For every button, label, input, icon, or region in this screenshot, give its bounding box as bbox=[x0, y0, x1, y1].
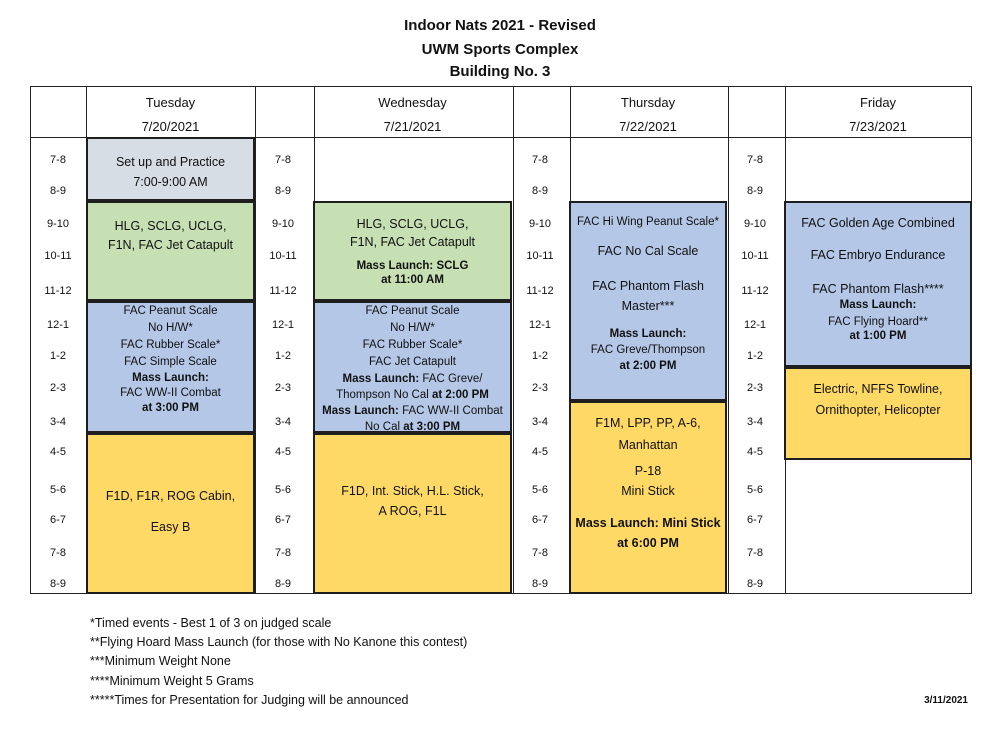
block-line: FAC Embryo Endurance bbox=[810, 248, 946, 262]
time-label: 6-7 bbox=[747, 514, 763, 526]
block-line: Easy B bbox=[150, 520, 191, 534]
time-label: 8-9 bbox=[50, 578, 66, 590]
time-label: 4-5 bbox=[50, 446, 66, 458]
block-line: F1D, Int. Stick, H.L. Stick, bbox=[341, 484, 484, 498]
tuesday-f1d-block bbox=[86, 433, 255, 594]
time-label: 12-1 bbox=[743, 319, 767, 331]
block-line: FAC Rubber Scale* bbox=[120, 339, 221, 351]
block-line: Mass Launch: bbox=[839, 299, 917, 311]
day-header-friday: Friday bbox=[859, 95, 897, 110]
block-line: No Cal bbox=[364, 421, 404, 433]
time-label: 3-4 bbox=[747, 416, 763, 428]
time-label: 9-10 bbox=[528, 218, 552, 230]
block-line: at 11:00 AM bbox=[381, 274, 444, 286]
block-line: at 2:00 PM bbox=[619, 360, 677, 372]
time-label: 9-10 bbox=[46, 218, 70, 230]
time-label: 8-9 bbox=[532, 578, 548, 590]
footnote-1: *Timed events - Best 1 of 3 on judged scale bbox=[90, 616, 332, 630]
day-date-wednesday: 7/21/2021 bbox=[383, 119, 442, 134]
time-label: 7-8 bbox=[747, 154, 763, 166]
block-line: Mini Stick bbox=[621, 484, 675, 498]
time-label: 5-6 bbox=[532, 484, 548, 496]
time-label: 4-5 bbox=[532, 446, 548, 458]
block-line: Mass Launch: bbox=[342, 373, 423, 385]
block-line: Mass Launch: SCLG bbox=[356, 260, 469, 272]
tuesday-hlg-block bbox=[86, 201, 255, 301]
time-label: 11-12 bbox=[741, 285, 769, 297]
time-label: 1-2 bbox=[747, 350, 763, 362]
time-label: 8-9 bbox=[275, 185, 291, 197]
footnote-3: ***Minimum Weight None bbox=[90, 654, 231, 668]
day-date-thursday: 7/22/2021 bbox=[619, 119, 677, 134]
time-label: 12-1 bbox=[46, 319, 70, 331]
friday-electric-block bbox=[784, 367, 972, 460]
time-label: 2-3 bbox=[532, 382, 548, 394]
time-label: 8-9 bbox=[747, 185, 763, 197]
block-line: Set up and Practice bbox=[115, 155, 226, 169]
time-label: 7-8 bbox=[532, 154, 548, 166]
time-label: 1-2 bbox=[532, 350, 548, 362]
block-line: Manhattan bbox=[618, 438, 678, 452]
block-line: F1D, F1R, ROG Cabin, bbox=[105, 489, 236, 503]
time-label: 5-6 bbox=[275, 484, 291, 496]
block-line: F1N, FAC Jet Catapult bbox=[349, 235, 476, 249]
wednesday-hlg-block bbox=[313, 201, 512, 301]
day-header-wednesday: Wednesday bbox=[378, 95, 447, 110]
time-label: 4-5 bbox=[275, 446, 291, 458]
time-label: 8-9 bbox=[747, 578, 763, 590]
time-label: 2-3 bbox=[50, 382, 66, 394]
block-line: Mass Launch: bbox=[322, 405, 403, 417]
block-line: FAC Jet Catapult bbox=[369, 356, 456, 368]
tuesday-setup-block bbox=[86, 137, 255, 201]
block-line: at 3:00 PM bbox=[403, 421, 461, 433]
block-line: at 1:00 PM bbox=[849, 330, 907, 342]
footnote-2: **Flying Hoard Mass Launch (for those with No Kanone this contest) bbox=[90, 635, 468, 649]
block-line: F1M, LPP, PP, A-6, bbox=[595, 416, 701, 430]
block-line: 7:00-9:00 AM bbox=[133, 175, 208, 189]
tuesday-fac-block bbox=[86, 301, 255, 433]
time-label: 2-3 bbox=[275, 382, 291, 394]
block-line: FAC WW-II Combat bbox=[402, 405, 503, 417]
day-date-tuesday: 7/20/2021 bbox=[141, 119, 200, 134]
time-label: 8-9 bbox=[532, 185, 548, 197]
time-label: 3-4 bbox=[50, 416, 66, 428]
time-label: 2-3 bbox=[747, 382, 763, 394]
time-label: 7-8 bbox=[50, 547, 66, 559]
block-line: No H/W* bbox=[148, 322, 193, 334]
time-label: 10-11 bbox=[526, 250, 554, 262]
block-line: at 6:00 PM bbox=[617, 536, 679, 550]
time-label: 9-10 bbox=[271, 218, 295, 230]
friday-fac-block bbox=[784, 201, 972, 367]
footnote-5: *****Times for Presentation for Judging will be announced bbox=[90, 693, 409, 707]
block-line: FAC Phantom Flash bbox=[592, 279, 704, 293]
time-label: 7-8 bbox=[532, 547, 548, 559]
wednesday-fac-block bbox=[313, 301, 512, 433]
block-line: FAC Golden Age Combined bbox=[801, 216, 955, 230]
block-line: at 3:00 PM bbox=[142, 402, 199, 414]
time-label: 10-11 bbox=[269, 250, 297, 262]
time-label: 5-6 bbox=[50, 484, 66, 496]
time-label: 6-7 bbox=[50, 514, 66, 526]
time-label: 9-10 bbox=[743, 218, 767, 230]
block-line: FAC Rubber Scale* bbox=[362, 339, 463, 351]
thursday-f1m-block bbox=[569, 401, 727, 594]
block-line: Master*** bbox=[621, 299, 675, 313]
time-label: 10-11 bbox=[44, 250, 72, 262]
block-line: A ROG, F1L bbox=[378, 504, 447, 518]
time-label: 12-1 bbox=[271, 319, 295, 331]
day-date-friday: 7/23/2021 bbox=[849, 119, 907, 134]
title-line-1: Indoor Nats 2021 - Revised bbox=[404, 17, 596, 34]
block-line: HLG, SCLG, UCLG, bbox=[356, 217, 469, 231]
block-line: HLG, SCLG, UCLG, bbox=[114, 219, 227, 233]
time-label: 3-4 bbox=[532, 416, 548, 428]
day-header-tuesday: Tuesday bbox=[145, 95, 196, 110]
wednesday-f1d-block bbox=[313, 433, 512, 594]
block-line: FAC Peanut Scale bbox=[123, 305, 218, 317]
title-line-2: UWM Sports Complex bbox=[421, 41, 579, 58]
time-label: 10-11 bbox=[741, 250, 769, 262]
footnote-4: ****Minimum Weight 5 Grams bbox=[90, 674, 254, 688]
time-label: 11-12 bbox=[44, 285, 72, 297]
block-line: No H/W* bbox=[390, 322, 435, 334]
block-line: FAC Greve/Thompson bbox=[590, 344, 706, 356]
time-label: 6-7 bbox=[275, 514, 291, 526]
block-line: Thompson No Cal bbox=[336, 389, 432, 401]
block-line: at 2:00 PM bbox=[431, 389, 489, 401]
block-line: Mass Launch: bbox=[132, 372, 209, 384]
block-line: FAC Flying Hoard** bbox=[828, 316, 928, 328]
thursday-fac-block bbox=[569, 201, 727, 401]
time-label: 7-8 bbox=[275, 154, 291, 166]
time-label: 8-9 bbox=[275, 578, 291, 590]
block-line: Mass Launch: Mini Stick bbox=[575, 516, 721, 530]
block-line: F1N, FAC Jet Catapult bbox=[107, 238, 234, 252]
time-label: 11-12 bbox=[269, 285, 297, 297]
block-line: FAC No Cal Scale bbox=[597, 244, 699, 258]
block-line: Mass Launch: bbox=[609, 328, 687, 340]
block-line: FAC Peanut Scale bbox=[365, 305, 460, 317]
time-label: 6-7 bbox=[532, 514, 548, 526]
time-label: 7-8 bbox=[275, 547, 291, 559]
block-line: Ornithopter, Helicopter bbox=[815, 403, 941, 417]
time-label: 11-12 bbox=[526, 285, 554, 297]
block-line: FAC Hi Wing Peanut Scale* bbox=[577, 216, 719, 228]
revision-date: 3/11/2021 bbox=[924, 695, 968, 706]
block-line: FAC Phantom Flash**** bbox=[812, 282, 944, 296]
time-label: 4-5 bbox=[747, 446, 763, 458]
time-label: 8-9 bbox=[50, 185, 66, 197]
title-line-3: Building No. 3 bbox=[449, 63, 551, 80]
day-header-thursday: Thursday bbox=[620, 95, 676, 110]
time-label: 7-8 bbox=[747, 547, 763, 559]
block-line: FAC WW-II Combat bbox=[120, 387, 221, 399]
block-line: P-18 bbox=[634, 464, 662, 478]
time-label: 3-4 bbox=[275, 416, 291, 428]
time-label: 7-8 bbox=[50, 154, 66, 166]
block-line: FAC Greve/ bbox=[422, 373, 483, 385]
time-label: 1-2 bbox=[50, 350, 66, 362]
block-line: FAC Simple Scale bbox=[124, 356, 217, 368]
time-label: 5-6 bbox=[747, 484, 763, 496]
time-label: 12-1 bbox=[528, 319, 552, 331]
block-line: Electric, NFFS Towline, bbox=[813, 382, 943, 396]
time-label: 1-2 bbox=[275, 350, 291, 362]
